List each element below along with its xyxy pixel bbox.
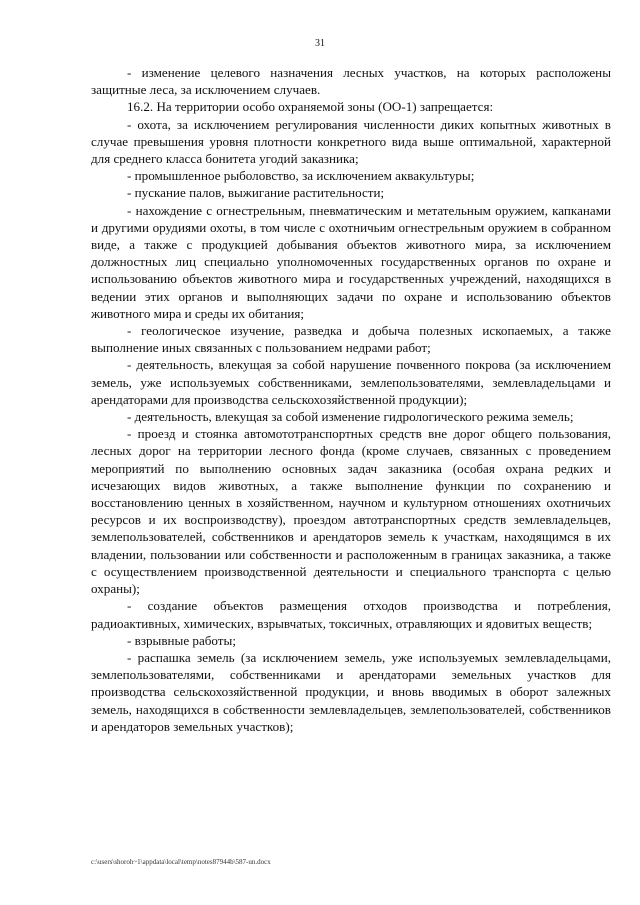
paragraph-ploughing: - распашка земель (за исключением земель, уже используемых землевладельцами, землепользователями, собственниками и арендаторами земельных участков для производства сельскохозяйственной продукции, и вновь вводимых в оборот залежных земель, находящихся в собственности землевладельцев, землепользователей, собственников и арендаторов земельных участков); xyxy=(91,649,611,734)
paragraph-hydrology: - деятельность, влекущая за собой изменение гидрологического режима земель; xyxy=(127,409,574,425)
paragraph-hunting: - охота, за исключением регулирования численности диких копытных животных в случае превышения уровня плотности конкретного вида выше оптимальной, характерной для среднего класса бонитета угодий заказника; xyxy=(91,116,611,167)
paragraph-exception-protective-forests: - изменение целевого назначения лесных участков, на которых расположены защитные леса, за исключением случаев. xyxy=(91,65,611,98)
paragraph-burning: - пускание палов, выжигание растительности; xyxy=(127,185,385,201)
paragraph-waste: - создание объектов размещения отходов производства и потребления, радиоактивных, химических, взрывчатых, токсичных, отравляющих и ядовитых веществ; xyxy=(91,598,611,631)
footer-file-path: c:\users\shoroh~1\appdata\local\temp\notes87944b\587-un.docx xyxy=(91,858,271,866)
paragraph-soil-disturbance: - деятельность, влекущая за собой нарушение почвенного покрова (за исключением земель, уже используемых собственниками, землепользователями, землевладельцами и арендаторами для производства сельскохозяйственной продукции); xyxy=(91,357,611,407)
document-body xyxy=(91,64,611,735)
paragraph-explosives: - взрывные работы; xyxy=(127,632,236,648)
page-number: 31 xyxy=(315,38,325,49)
paragraph-section-16-2-heading: 16.2. На территории особо охраняемой зоны (ОО-1) запрещается: xyxy=(127,99,494,115)
paragraph-geology: - геологическое изучение, разведка и добыча полезных ископаемых, а также выполнение иных связанных с пользованием недрами работ; xyxy=(91,323,611,356)
paragraph-fishing: - промышленное рыболовство, за исключением аквакультуры; xyxy=(127,168,475,184)
paragraph-weapons: - нахождение с огнестрельным, пневматическим и метательным оружием, капканами и другими орудиями охоты, в том числе с охотничьим огнестрельным оружием в собранном виде, а также с продукцией добывания объектов животного мира, за исключением должностных лиц специально уполномоченных государственных органов по охране и использованию объектов животного мира и государственных учреждений, находящихся в ведении этих органов и выполняющих задачи по охране и использованию объектов животного мира и среды их обитания; xyxy=(91,202,611,321)
paragraph-vehicles: - проезд и стоянка автомототранспортных средств вне дорог общего пользования, лесных дорог на территории лесного фонда (кроме случаев, связанных с проведением мероприятий по выполнению основных задач заказника (особая охрана редких и исчезающих видов животных, а также выполнение функции по сохранению и восстановлению ценных в хозяйственном, научном и культурном отношениях охотничьих ресурсов и их воспроизводству), проездом автотранспортных средств землевладельцев, землепользователей, собственников и арендаторов земель к участкам, находящимся в их владении, пользовании или собственности и расположенным в границах заказника, а также с осуществлением производственной деятельности и специального транспорта с целью охраны); xyxy=(91,426,611,597)
